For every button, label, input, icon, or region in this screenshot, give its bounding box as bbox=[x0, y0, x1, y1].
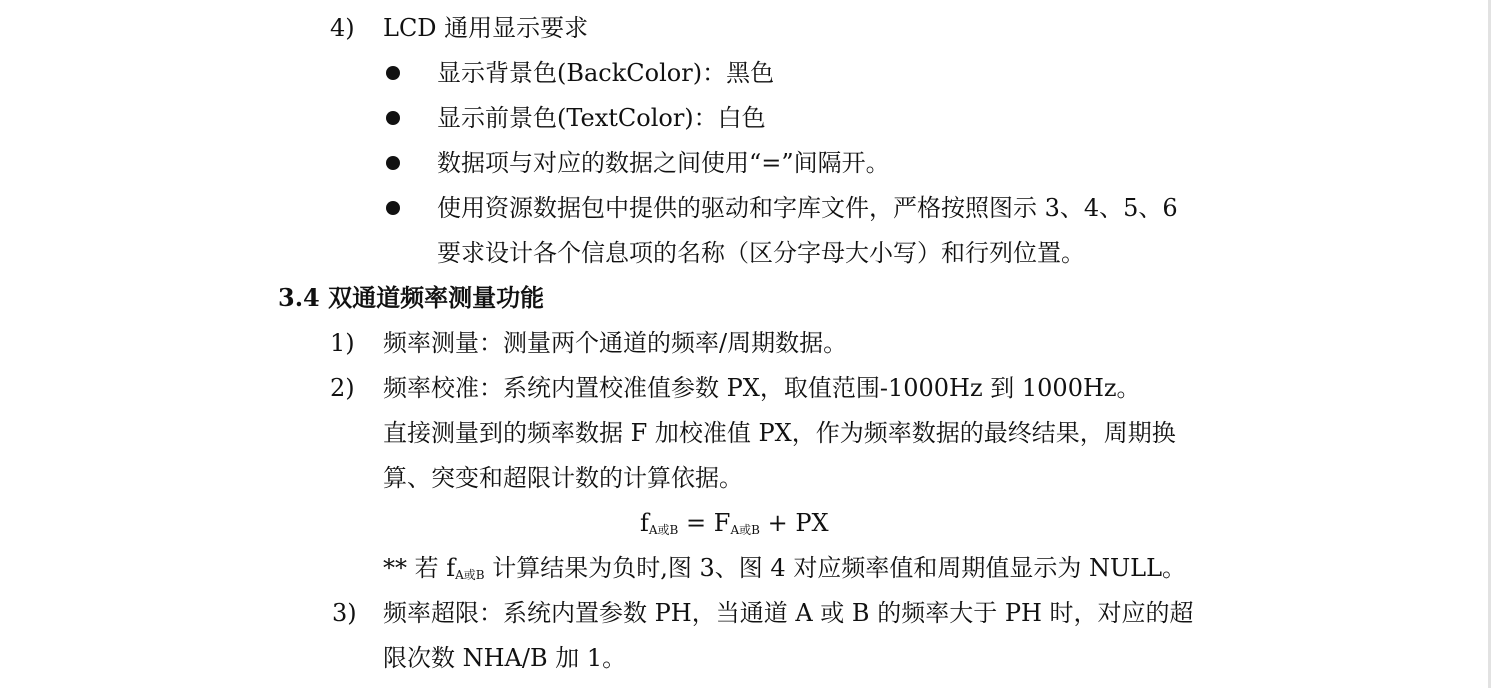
equation-F: F bbox=[713, 509, 731, 537]
equation-sub: A或B bbox=[648, 523, 679, 537]
note-rest: 计算结果为负时,图 3、图 4 对应频率值和周期值显示为 NULL。 bbox=[484, 554, 1187, 582]
list-number-4: 4) bbox=[330, 14, 355, 42]
list-item-text: 频率测量：测量两个通道的频率/周期数据。 bbox=[383, 329, 848, 357]
list-number-2: 2) bbox=[330, 374, 355, 402]
bullet-icon bbox=[386, 156, 400, 170]
bullet-item: 使用资源数据包中提供的驱动和字库文件，严格按照图示 3、4、5、6 bbox=[437, 194, 1178, 222]
note-prefix: ** 若 f bbox=[383, 554, 456, 582]
section-heading: 3.4 双通道频率测量功能 bbox=[278, 283, 545, 312]
list-number-3: 3) bbox=[332, 599, 357, 627]
note-line bbox=[383, 553, 1186, 587]
bullet-item: 数据项与对应的数据之间使用“=”间隔开。 bbox=[437, 149, 890, 177]
equation-equals: = bbox=[686, 509, 707, 537]
note-sub: A或B bbox=[455, 568, 485, 582]
list-item-text: 频率超限：系统内置参数 PH，当通道 A 或 B 的频率大于 PH 时，对应的超 bbox=[383, 599, 1194, 627]
list-item-lcd-title: LCD 通用显示要求 bbox=[383, 14, 589, 42]
paragraph-line: 算、突变和超限计数的计算依据。 bbox=[383, 464, 743, 492]
bullet-item: 显示背景色(BackColor)：黑色 bbox=[437, 59, 775, 87]
equation bbox=[640, 508, 829, 542]
bullet-icon bbox=[386, 111, 400, 125]
list-number-1: 1) bbox=[330, 329, 355, 357]
list-item-continuation: 限次数 NHA/B 加 1。 bbox=[383, 644, 627, 672]
paragraph-line: 直接测量到的频率数据 F 加校准值 PX，作为频率数据的最终结果，周期换 bbox=[383, 419, 1176, 447]
bullet-icon bbox=[386, 201, 400, 215]
bullet-icon bbox=[386, 66, 400, 80]
bullet-item-continuation: 要求设计各个信息项的名称（区分字母大小写）和行列位置。 bbox=[437, 239, 1085, 267]
equation-sub: A或B bbox=[730, 523, 760, 537]
bullet-item: 显示前景色(TextColor)：白色 bbox=[437, 104, 766, 132]
equation-plus-px: + PX bbox=[767, 509, 829, 537]
equation-f: f bbox=[640, 509, 649, 537]
list-item-text: 频率校准：系统内置校准值参数 PX，取值范围-1000Hz 到 1000Hz。 bbox=[383, 374, 1141, 402]
